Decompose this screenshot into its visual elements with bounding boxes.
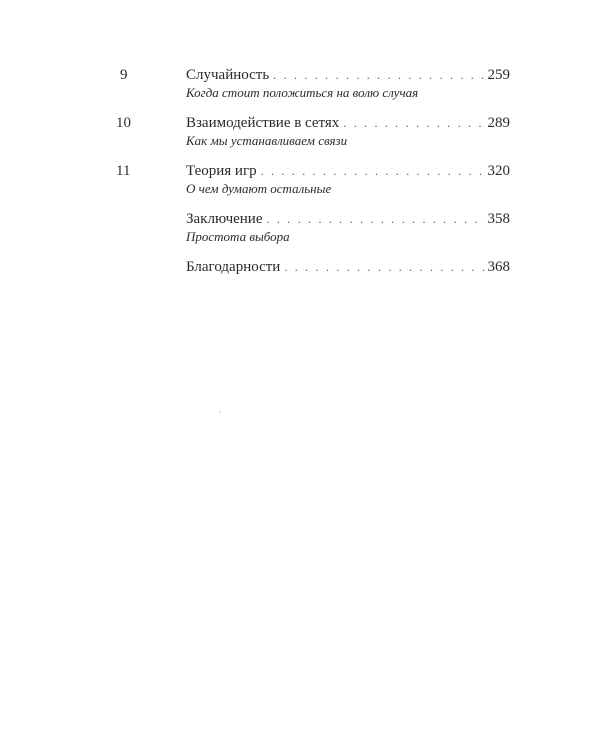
page-number: 289 bbox=[487, 115, 510, 131]
toc-entry-conclusion bbox=[0, 210, 600, 258]
table-of-contents bbox=[0, 66, 600, 306]
chapter-subtitle: Когда стоит положиться на волю случая bbox=[186, 85, 419, 100]
page-number: 358 bbox=[487, 211, 510, 227]
toc-entry-chapter-11 bbox=[0, 162, 600, 210]
chapter-number: 10 bbox=[116, 115, 131, 131]
toc-line bbox=[186, 258, 510, 276]
chapter-title: Заключение bbox=[186, 211, 263, 227]
toc-entry-chapter-10 bbox=[0, 114, 600, 162]
dot-leader bbox=[261, 162, 486, 180]
page-number: 259 bbox=[487, 67, 510, 83]
chapter-subtitle: О чем думают остальные bbox=[186, 181, 332, 196]
toc-entry-chapter-9 bbox=[0, 66, 600, 114]
chapter-number: 11 bbox=[116, 163, 131, 179]
chapter-title: Взаимодействие в сетях bbox=[186, 115, 340, 131]
chapter-subtitle: Как мы устанавливаем связи bbox=[186, 133, 348, 148]
chapter-title: Благодарности bbox=[186, 259, 281, 275]
chapter-title: Теория игр bbox=[186, 163, 257, 179]
toc-line bbox=[186, 162, 510, 180]
paper-speck bbox=[219, 411, 221, 413]
dot-leader bbox=[343, 114, 485, 132]
dot-leader bbox=[267, 210, 486, 228]
page-number: 368 bbox=[487, 259, 510, 275]
page-number: 320 bbox=[487, 163, 510, 179]
chapter-subtitle: Простота выбора bbox=[186, 229, 290, 244]
dot-leader bbox=[284, 258, 485, 276]
toc-line bbox=[186, 114, 510, 132]
toc-entry-acknowledgements bbox=[0, 258, 600, 306]
chapter-title: Случайность bbox=[186, 67, 270, 83]
dot-leader bbox=[273, 66, 485, 84]
chapter-number: 9 bbox=[120, 67, 128, 83]
toc-line bbox=[186, 66, 510, 84]
toc-line bbox=[186, 210, 510, 228]
